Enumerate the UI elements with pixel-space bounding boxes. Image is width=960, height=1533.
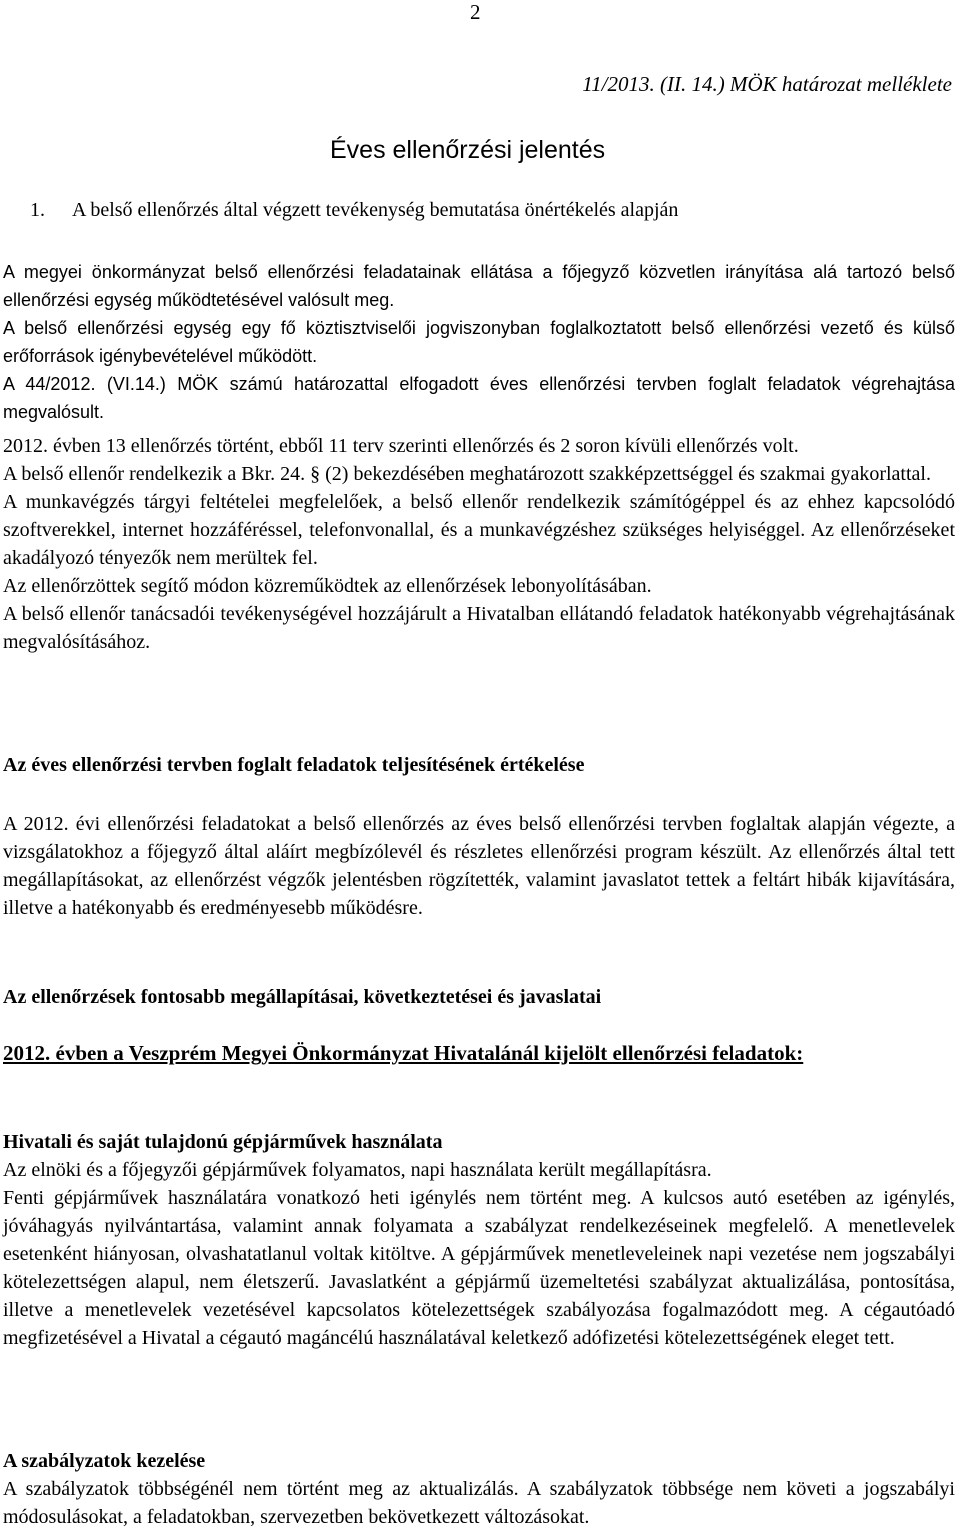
- regulations-paragraph: [3, 1475, 955, 1531]
- paragraph: A belső ellenőr tanácsadói tevékenységével hozzájárult a Hivatalban ellátandó feladatok hatékonyabb végrehajtásának megvalósításához.: [3, 603, 955, 653]
- paragraph: A munkavégzés tárgyi feltételei megfelelőek, a belső ellenőr rendelkezik számítógéppel és az ehhez kapcsolódó szoftverekkel, internet hozzáféréssel, telefonvonallal, és a munkavégzéshez szükséges helyiséggel. Az ellenőrzéseket akadályozó tényezők nem merültek fel.: [3, 491, 955, 569]
- paragraph: A belső ellenőr rendelkezik a Bkr. 24. § (2) bekezdésében meghatározott szakképzettséggel és szakmai gyakorlattal.: [3, 463, 931, 485]
- section-heading: [30, 196, 678, 224]
- paragraph: A megyei önkormányzat belső ellenőrzési feladatainak ellátása a főjegyző közvetlen irányítása alá tartozó belső ellenőrzési egység működtetésével valósult meg.: [3, 262, 955, 310]
- plan-evaluation-heading: Az éves ellenőrzési tervben foglalt feladatok teljesítésének értékelése: [3, 754, 585, 776]
- paragraph: A 2012. évi ellenőrzési feladatokat a belső ellenőrzés az éves belső ellenőrzési tervben foglaltak alapján végezte, a vizsgálatokhoz a főjegyző által aláírt megbízólevél és részletes ellenőrzési program készült. Az ellenőrzés által tett megállapításokat, az ellenőrzést végzők jelentésben rögzítették, valamint javaslatot tettek a feltárt hibák kijavítására, illetve a hatékonyabb és eredményesebb működésre.: [3, 813, 955, 919]
- body-paragraphs: [3, 432, 955, 656]
- page-number: 2: [470, 0, 481, 24]
- section-heading-text: A belső ellenőrzés által végzett tevékenység bemutatása önértékelés alapján: [72, 199, 679, 221]
- paragraph: 2012. évben 13 ellenőrzés történt, ebből 11 terv szerinti ellenőrzés és 2 soron kívüli ellenőrzés volt.: [3, 435, 799, 457]
- paragraph: A 44/2012. (VI.14.) MÖK számú határozattal elfogadott éves ellenőrzési tervben foglalt feladatok végrehajtása megvalósult.: [3, 374, 955, 422]
- intro-paragraphs: [3, 258, 955, 426]
- attachment-reference: 11/2013. (II. 14.) MÖK határozat melléklete: [582, 72, 952, 96]
- vehicles-paragraphs: [3, 1156, 955, 1352]
- vehicles-heading: Hivatali és saját tulajdonú gépjárművek használata: [3, 1131, 443, 1153]
- paragraph: A szabályzatok többségénél nem történt meg az aktualizálás. A szabályzatok többsége nem követi a jogszabályi módosulásokat, a feladatokban, szervezetben bekövetkezett változásokat.: [3, 1478, 955, 1528]
- regulations-heading: A szabályzatok kezelése: [3, 1450, 206, 1472]
- plan-evaluation-paragraph: [3, 810, 955, 922]
- veszprem-assignments-heading: 2012. évben a Veszprém Megyei Önkormányzat Hivatalánál kijelölt ellenőrzési feladatok:: [3, 1041, 804, 1065]
- findings-heading: Az ellenőrzések fontosabb megállapításai, következtetései és javaslatai: [3, 986, 602, 1008]
- section-number: 1.: [30, 199, 45, 221]
- paragraph: Az ellenőrzöttek segítő módon közreműködtek az ellenőrzések lebonyolításában.: [3, 575, 652, 597]
- paragraph: A belső ellenőrzési egység egy fő köztisztviselői jogviszonyban foglalkoztatott belső ellenőrzési vezető és külső erőforrások igénybevételével működött.: [3, 318, 955, 366]
- document-title: Éves ellenőrzési jelentés: [330, 136, 606, 164]
- paragraph: Az elnöki és a főjegyzői gépjárművek folyamatos, napi használata került megállapításra.: [3, 1159, 712, 1181]
- paragraph: Fenti gépjárművek használatára vonatkozó heti igénylés nem történt meg. A kulcsos autó esetében az igénylés, jóváhagyás nyilvántartása, valamint annak folyamata a szabályzat rendelkezéseinek megfelelő. A menetlevelek esetenként hiányosan, olvashatatlanul voltak kitöltve. A gépjárművek menetleveleinek napi vezetése nem jogszabályi kötelezettségen alapul, nem életszerű. Javaslatként a gépjármű üzemeltetési szabályzat aktualizálása, pontosítása, illetve a menetlevelek vezetésével kapcsolatos kötelezettségek szabályozása fogalmazódott meg. A cégautóadó megfizetésével a Hivatal a cégautó magáncélú használatával keletkező adófizetési kötelezettségének eleget tett.: [3, 1187, 955, 1349]
